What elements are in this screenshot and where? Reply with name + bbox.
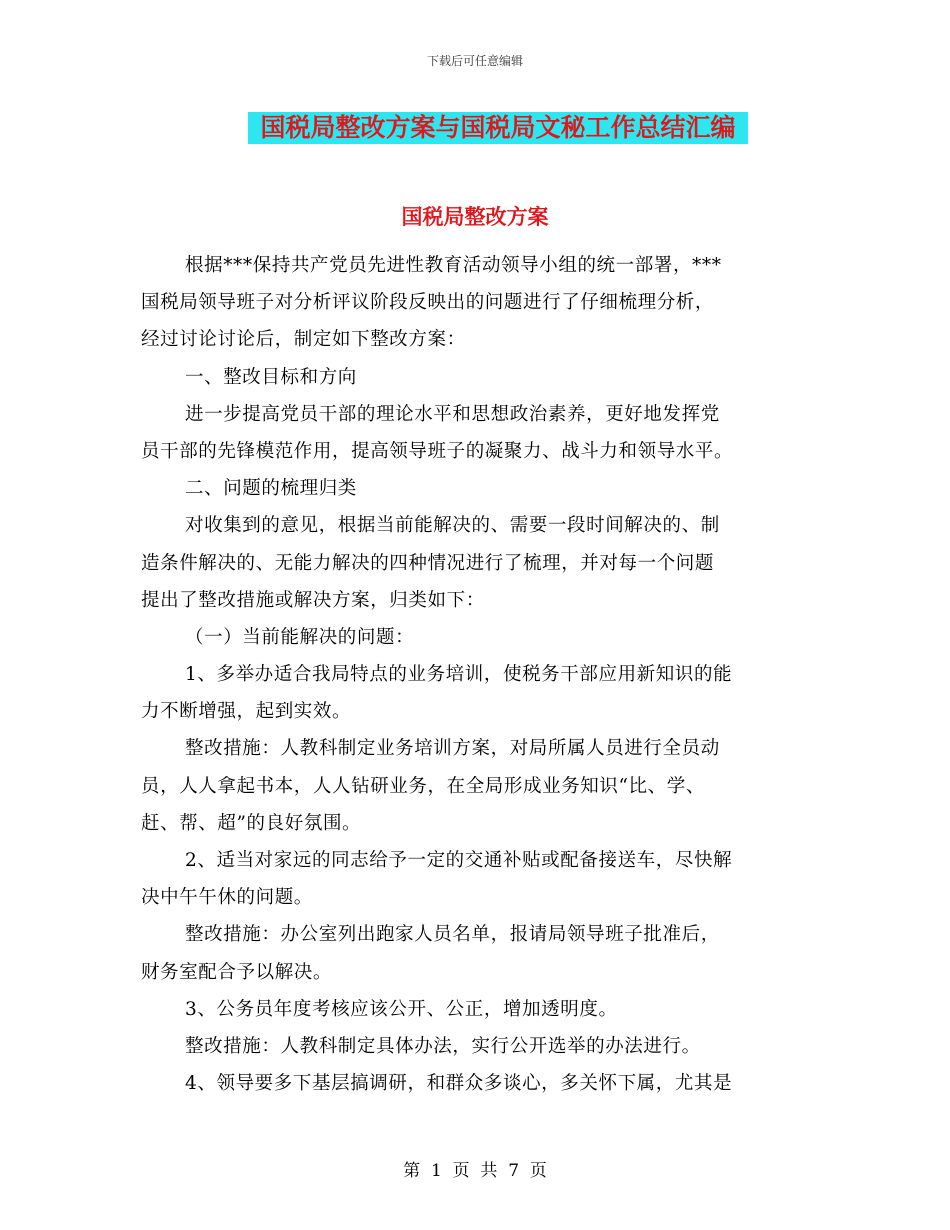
paragraph-line: 整改措施：办公室列出跑家人员名单，报请局领导班子批准后， [185, 924, 720, 946]
paragraph-line: 根据***保持共产党员先进性教育活动领导小组的统一部署，*** [185, 255, 722, 276]
document-title: 国税局整改方案与国税局文秘工作总结汇编 [248, 112, 748, 144]
heading-line: 二、问题的梳理归类 [185, 478, 357, 500]
paragraph-line: 对收集到的意见，根据当前能解决的、需要一段时间解决的、制 [185, 515, 720, 537]
paragraph-line: 员，人人拿起书本，人人钻研业务，在全局形成业务知识“比、学、 [141, 775, 705, 797]
heading-line: （一）当前能解决的问题： [185, 626, 415, 648]
paragraph-line: 整改措施：人教科制定业务培训方案，对局所属人员进行全员动 [185, 738, 720, 760]
paragraph-line: 1、多举办适合我局特点的业务培训，使税务干部应用新知识的能 [185, 664, 733, 686]
heading-line: 一、整改目标和方向 [185, 366, 357, 388]
paragraph-line: 经过讨论讨论后，制定如下整改方案： [141, 329, 466, 351]
paragraph-line: 决中午午休的问题。 [141, 887, 313, 909]
page-number: 第 1 页 共 7 页 [403, 1161, 547, 1181]
paragraph-line: 国税局领导班子对分析评议阶段反映出的问题进行了仔细梳理分析， [141, 292, 715, 314]
paragraph-line: 4、领导要多下基层搞调研，和群众多谈心，多关怀下属，尤其是 [185, 1073, 733, 1095]
paragraph-line: 员干部的先锋模范作用，提高领导班子的凝聚力、战斗力和领导水平。 [141, 440, 734, 462]
paragraph-line: 提出了整改措施或解决方案，归类如下： [141, 589, 485, 611]
paragraph-line: 3、公务员年度考核应该公开、公正，增加透明度。 [185, 998, 618, 1020]
paragraph-line: 赶、帮、超”的良好氛围。 [141, 812, 362, 834]
paragraph-line: 2、适当对家远的同志给予一定的交通补贴或配备接送车，尽快解 [185, 850, 733, 871]
page-header: 下载后可任意编辑 [426, 54, 523, 68]
paragraph-line: 整改措施：人教科制定具体办法，实行公开选举的办法进行。 [185, 1035, 701, 1057]
paragraph-line: 进一步提高党员干部的理论水平和思想政治素养，更好地发挥党 [185, 403, 720, 425]
paragraph-line: 力不断增强，起到实效。 [141, 701, 352, 723]
paragraph-line: 造条件解决的、无能力解决的四种情况进行了梳理，并对每一个问题 [141, 552, 715, 574]
section-title: 国税局整改方案 [401, 205, 549, 229]
paragraph-line: 财务室配合予以解决。 [141, 961, 333, 983]
document-body [141, 247, 806, 1102]
